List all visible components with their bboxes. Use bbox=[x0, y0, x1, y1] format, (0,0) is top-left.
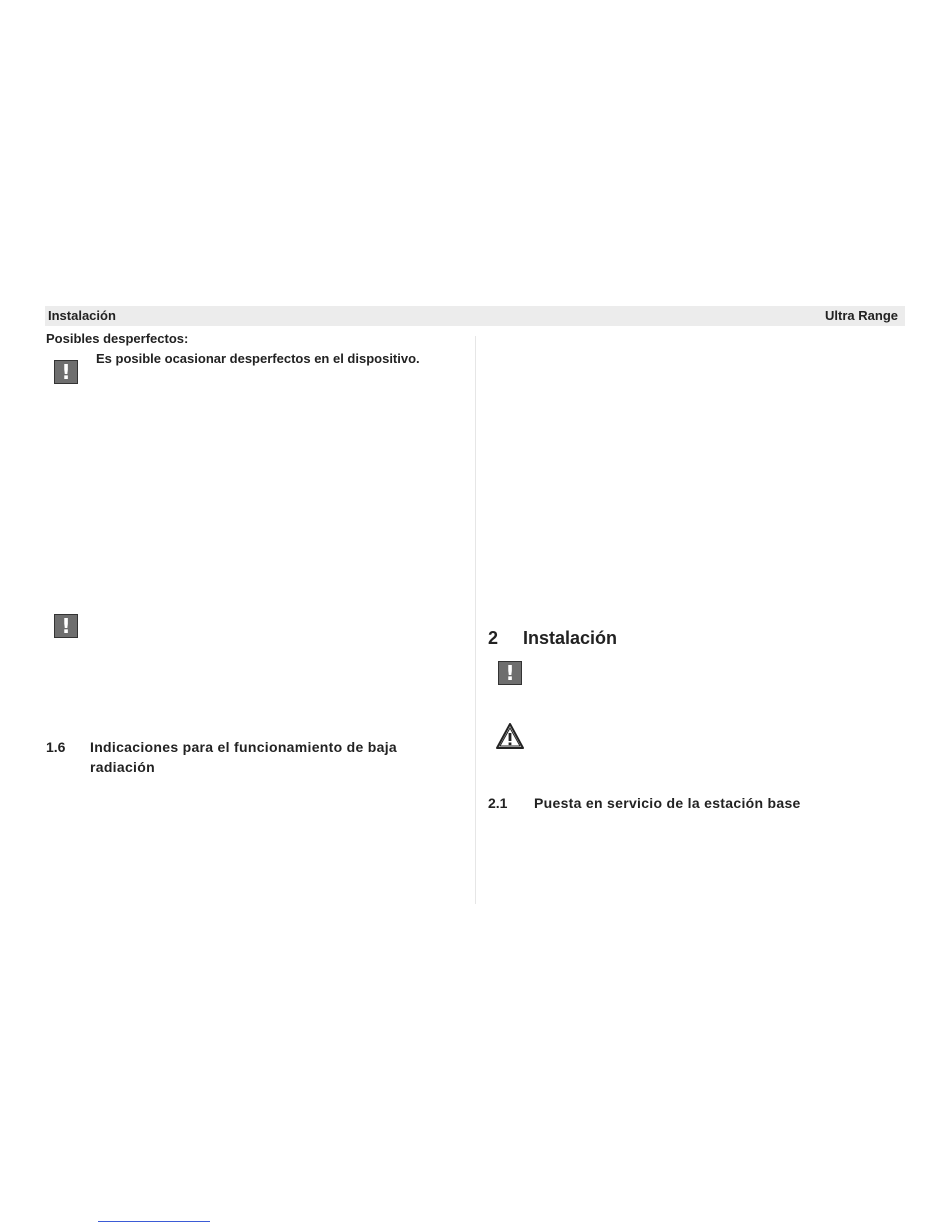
exclamation-notice-icon: ! bbox=[498, 661, 522, 685]
header-product-name: Ultra Range bbox=[825, 308, 898, 323]
exclamation-notice-icon: ! bbox=[54, 360, 78, 384]
column-divider bbox=[475, 336, 476, 904]
damage-text: Es posible ocasionar desperfectos en el dispositivo. bbox=[96, 351, 420, 366]
section-1-6-title-line1: Indicaciones para el funcionamiento de baja bbox=[90, 739, 397, 755]
warning-triangle-icon bbox=[495, 722, 525, 750]
footer-link-underline[interactable] bbox=[98, 1221, 210, 1222]
running-header bbox=[45, 306, 905, 326]
chapter-2-number: 2 bbox=[488, 628, 499, 648]
chapter-2-title: Instalación bbox=[523, 628, 618, 648]
section-1-6-number: 1.6 bbox=[46, 739, 66, 755]
section-2-1-number: 2.1 bbox=[488, 795, 508, 811]
damage-heading: Posibles desperfectos: bbox=[46, 331, 189, 346]
section-1-6-title-line2: radiación bbox=[90, 759, 155, 775]
exclamation-notice-icon: ! bbox=[54, 614, 78, 638]
header-section-title: Instalación bbox=[48, 308, 116, 323]
section-2-1-title: Puesta en servicio de la estación base bbox=[534, 795, 801, 811]
